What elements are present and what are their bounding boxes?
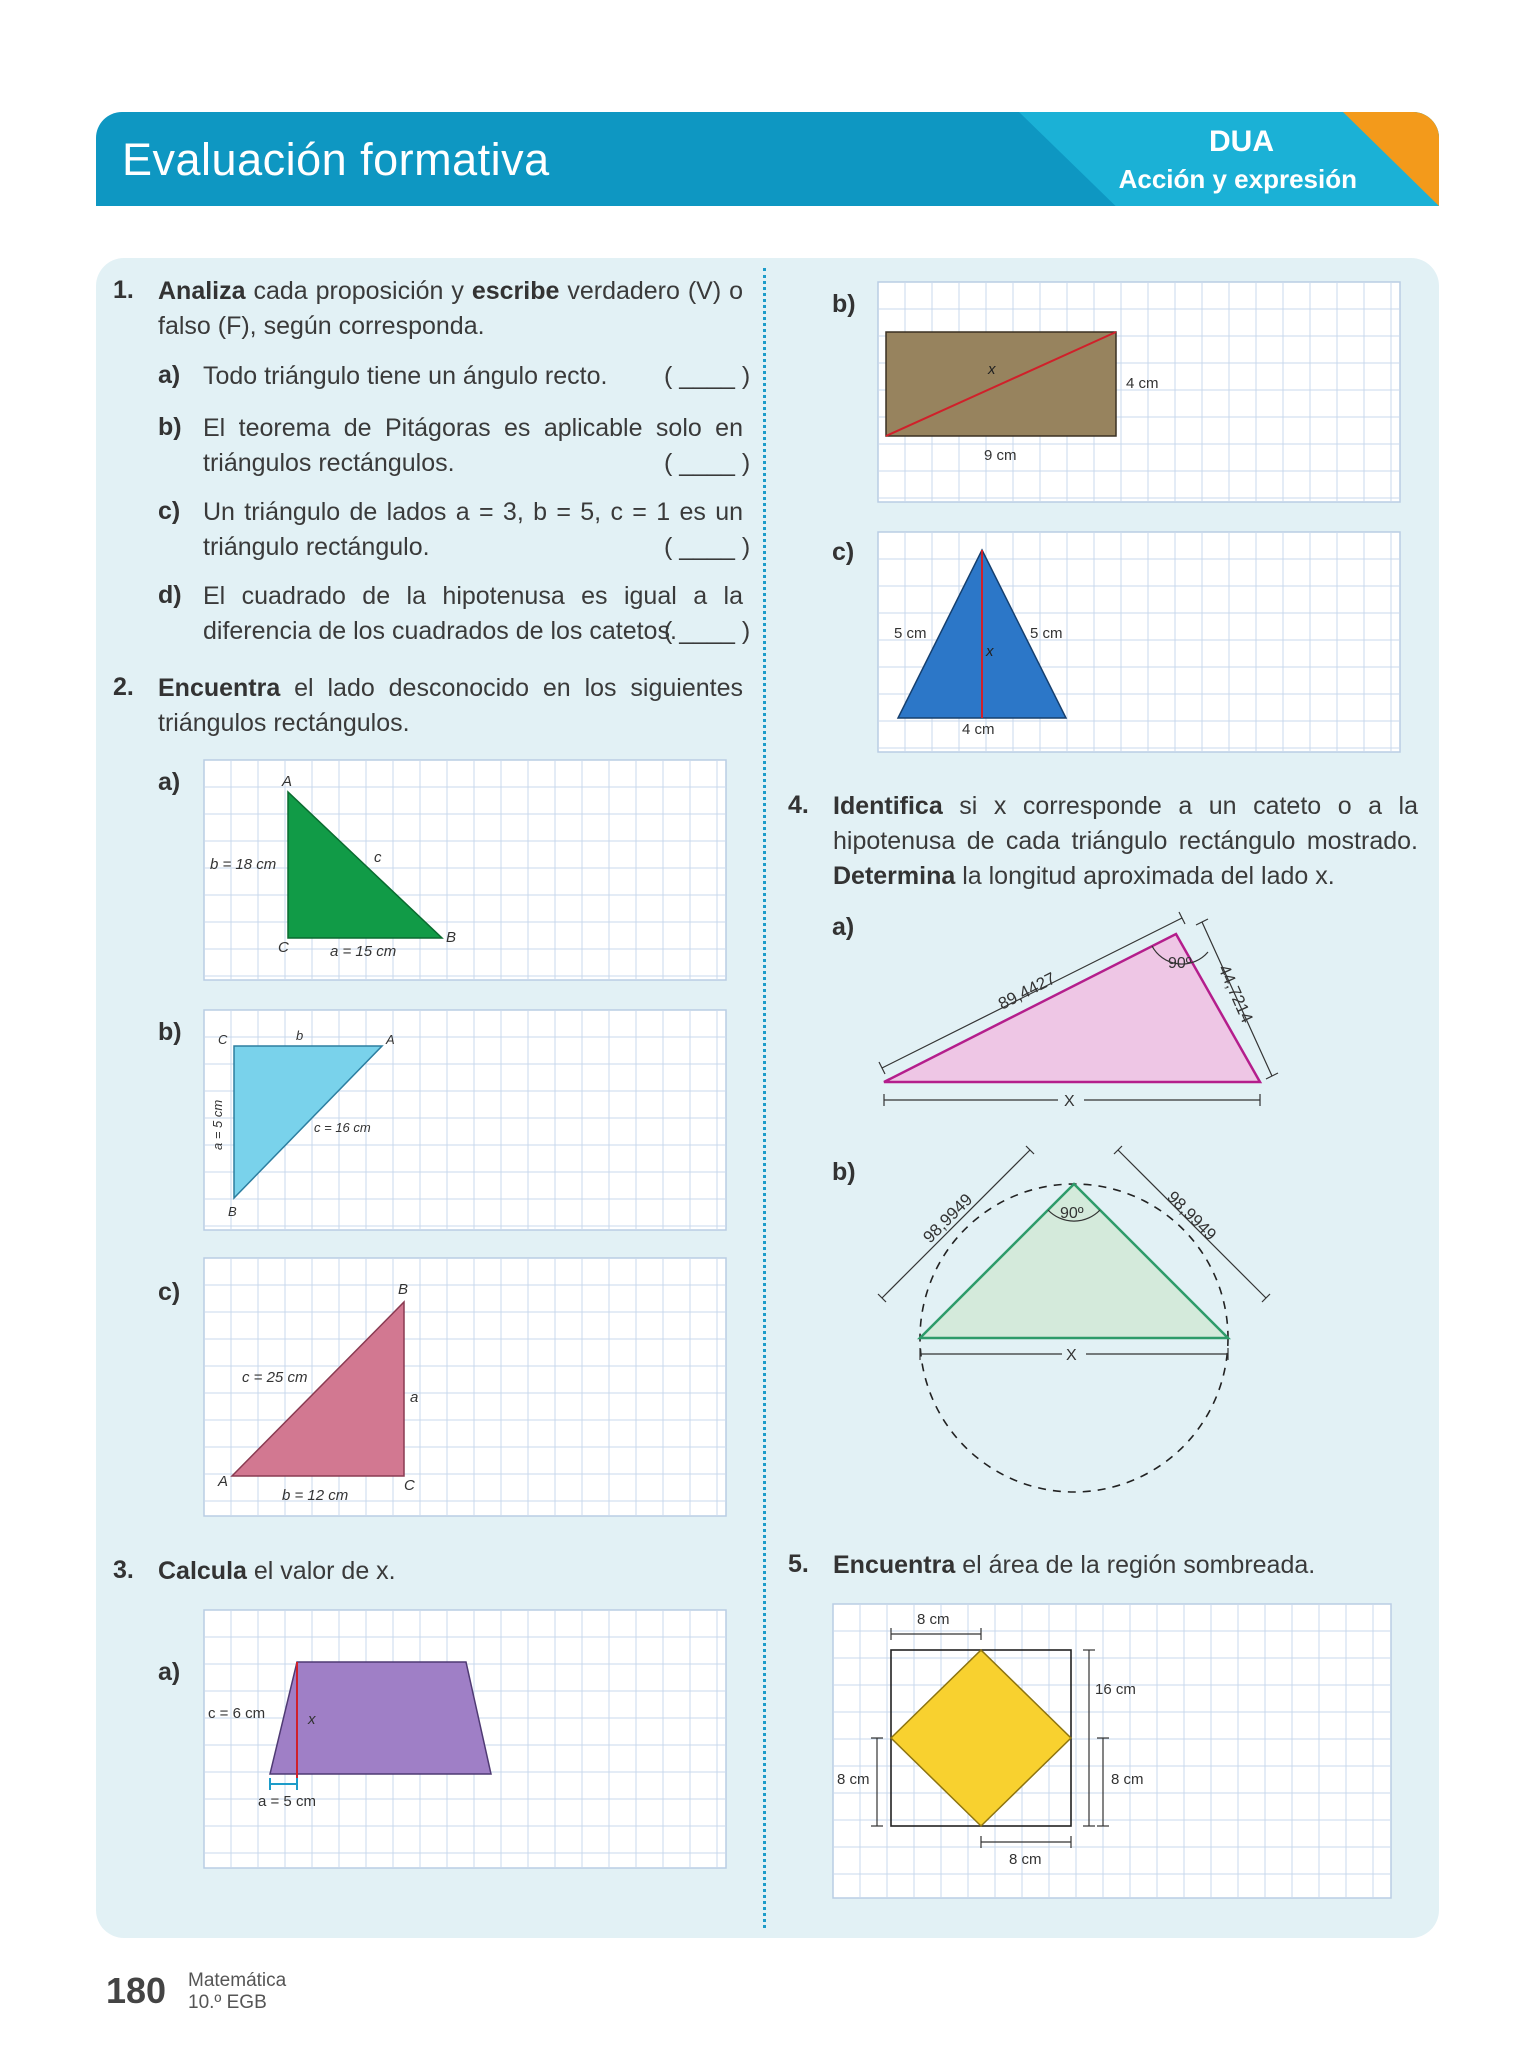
q1a-blank[interactable]: ( ____ )	[664, 362, 751, 390]
q2b-side-c: c = 16 cm	[314, 1120, 371, 1135]
q5-left-dim: 8 cm	[837, 1771, 870, 1788]
q1b-blank[interactable]: ( ____ )	[664, 449, 751, 477]
q1a-label: a)	[158, 361, 181, 389]
q3-number: 3.	[113, 1556, 134, 1584]
q2c-side-b: b = 12 cm	[282, 1487, 349, 1504]
q3-prompt	[158, 1554, 743, 1589]
q3a-side-c: c = 6 cm	[208, 1705, 266, 1722]
footer-subject	[188, 1970, 286, 2014]
q4b-label: b)	[832, 1158, 856, 1186]
q5-right-top-dim: 16 cm	[1095, 1681, 1136, 1698]
q2b-side-a: a = 5 cm	[210, 1099, 225, 1150]
q5-bottom-dim: 8 cm	[1009, 1851, 1042, 1868]
footer-grade: 10.º EGB	[188, 1992, 267, 2013]
q2c-vertex-A: A	[218, 1473, 229, 1490]
q5-number: 5.	[788, 1550, 809, 1578]
q3c-base: 4 cm	[962, 721, 995, 738]
q2c-side-a: a	[410, 1389, 419, 1406]
q4-prompt	[833, 789, 1418, 894]
grid-paper	[204, 1258, 726, 1516]
q2c-vertex-C: C	[404, 1477, 415, 1494]
q5-verb: Encuentra	[833, 1551, 956, 1579]
footer-subject-name: Matemática	[188, 1970, 287, 1991]
q2b-vertex-C: C	[218, 1032, 228, 1047]
q3a-x: x	[308, 1711, 316, 1728]
q2a-label: a)	[158, 768, 181, 796]
q3b-figure	[878, 282, 1400, 502]
q3b-label: b)	[832, 290, 856, 318]
q4-text1: si x corresponde a un cateto o a la hipotenusa de cada triángulo rectángulo mostrado.	[833, 792, 1418, 855]
q2a-side-a: a = 15 cm	[330, 943, 397, 960]
q2a-vertex-A: A	[282, 773, 293, 790]
q1b-text: El teorema de Pitágoras es aplicable solo en triángulos rectángulos.	[203, 414, 743, 477]
q2a-vertex-C: C	[278, 939, 289, 956]
q2c-figure	[204, 1258, 726, 1516]
q2a-vertex-B: B	[446, 929, 457, 946]
q4-text2: la longitud aproximada del lado x.	[955, 862, 1335, 890]
q2a-side-c: c	[374, 849, 382, 866]
q4b-x: X	[1066, 1347, 1077, 1364]
q2b-figure	[204, 1010, 726, 1230]
q5-prompt	[833, 1548, 1418, 1583]
q2-number: 2.	[113, 673, 134, 701]
q2a-side-b: b = 18 cm	[210, 856, 277, 873]
q5-text: el área de la región sombreada.	[955, 1551, 1316, 1579]
q4b-angle: 90º	[1060, 1205, 1084, 1222]
q2c-side-c: c = 25 cm	[242, 1369, 308, 1386]
q3a-label: a)	[158, 1658, 181, 1686]
q3c-figure	[878, 532, 1400, 752]
q2-text: el lado desconocido en los siguientes triángulos rectángulos.	[158, 674, 743, 737]
q2b-label: b)	[158, 1018, 182, 1046]
section-header	[96, 112, 1439, 206]
q3b-base: 9 cm	[984, 447, 1017, 464]
q3b-side: 4 cm	[1126, 375, 1159, 392]
q4-verb-identifica: Identifica	[833, 792, 943, 820]
q3c-x: x	[986, 643, 994, 660]
q2c-vertex-B: B	[398, 1281, 409, 1298]
q1-prompt	[158, 274, 743, 344]
q1-number: 1.	[113, 276, 134, 304]
dua-label: DUA	[1209, 125, 1274, 158]
q2c-label: c)	[158, 1278, 181, 1306]
q3-text: el valor de x.	[246, 1557, 396, 1585]
q3c-left-side: 5 cm	[894, 625, 927, 642]
q2-prompt	[158, 671, 743, 741]
q1d-label: d)	[158, 581, 182, 609]
q3c-right-side: 5 cm	[1030, 625, 1063, 642]
q3c-label: c)	[832, 538, 855, 566]
q5-figure	[833, 1604, 1391, 1898]
q1-text2: verdadero (V) o falso (F), según corresponda.	[158, 277, 744, 340]
q4-number: 4.	[788, 791, 809, 819]
q3a-figure	[204, 1610, 726, 1868]
q2a-figure	[204, 760, 726, 980]
q4-verb-determina: Determina	[833, 862, 956, 890]
q2b-vertex-A: A	[386, 1032, 395, 1047]
dua-subtitle: Acción y expresión	[1118, 164, 1357, 194]
section-title: Evaluación formativa	[122, 134, 550, 185]
q3-verb: Calcula	[158, 1557, 247, 1585]
q4a-short-side: 44,7214	[1214, 961, 1257, 1026]
q1c-text: Un triángulo de lados a = 3, b = 5, c = 1 es un triángulo rectángulo.	[203, 498, 743, 561]
q2b-side-b: b	[296, 1028, 304, 1043]
q4a-long-side: 89,4427	[995, 968, 1059, 1014]
q1b-label: b)	[158, 413, 182, 441]
q3b-x: x	[988, 361, 996, 378]
q1-verb-analiza: Analiza	[158, 277, 246, 305]
q4a-angle: 90º	[1168, 955, 1192, 972]
q1-text1: cada proposición y	[245, 277, 472, 305]
q1c-label: c)	[158, 497, 181, 525]
q4a-x: X	[1064, 1093, 1075, 1110]
q4b-left-side: 98,9949	[919, 1189, 977, 1247]
page-number: 180	[106, 1970, 167, 2011]
q1d-text: El cuadrado de la hipotenusa es igual a la diferencia de los cuadrados de los catetos.	[203, 582, 743, 645]
q1c-blank[interactable]: ( ____ )	[664, 533, 751, 561]
column-divider	[763, 268, 766, 1928]
q4b-figure	[860, 1138, 1280, 1508]
q1a-text: Todo triángulo tiene un ángulo recto.	[203, 362, 608, 390]
q1d-blank[interactable]: ( ____ )	[664, 617, 751, 645]
q2-verb: Encuentra	[158, 674, 281, 702]
q3a-side-a: a = 5 cm	[258, 1793, 316, 1810]
q5-right-dim: 8 cm	[1111, 1771, 1144, 1788]
q4b-right-side: 98,9949	[1163, 1187, 1221, 1245]
q1-verb-escribe: escribe	[471, 277, 560, 305]
q5-top-dim: 8 cm	[917, 1611, 950, 1628]
q4a-figure	[860, 900, 1280, 1120]
q4a-label: a)	[832, 913, 855, 941]
q2b-vertex-B: B	[228, 1204, 237, 1219]
